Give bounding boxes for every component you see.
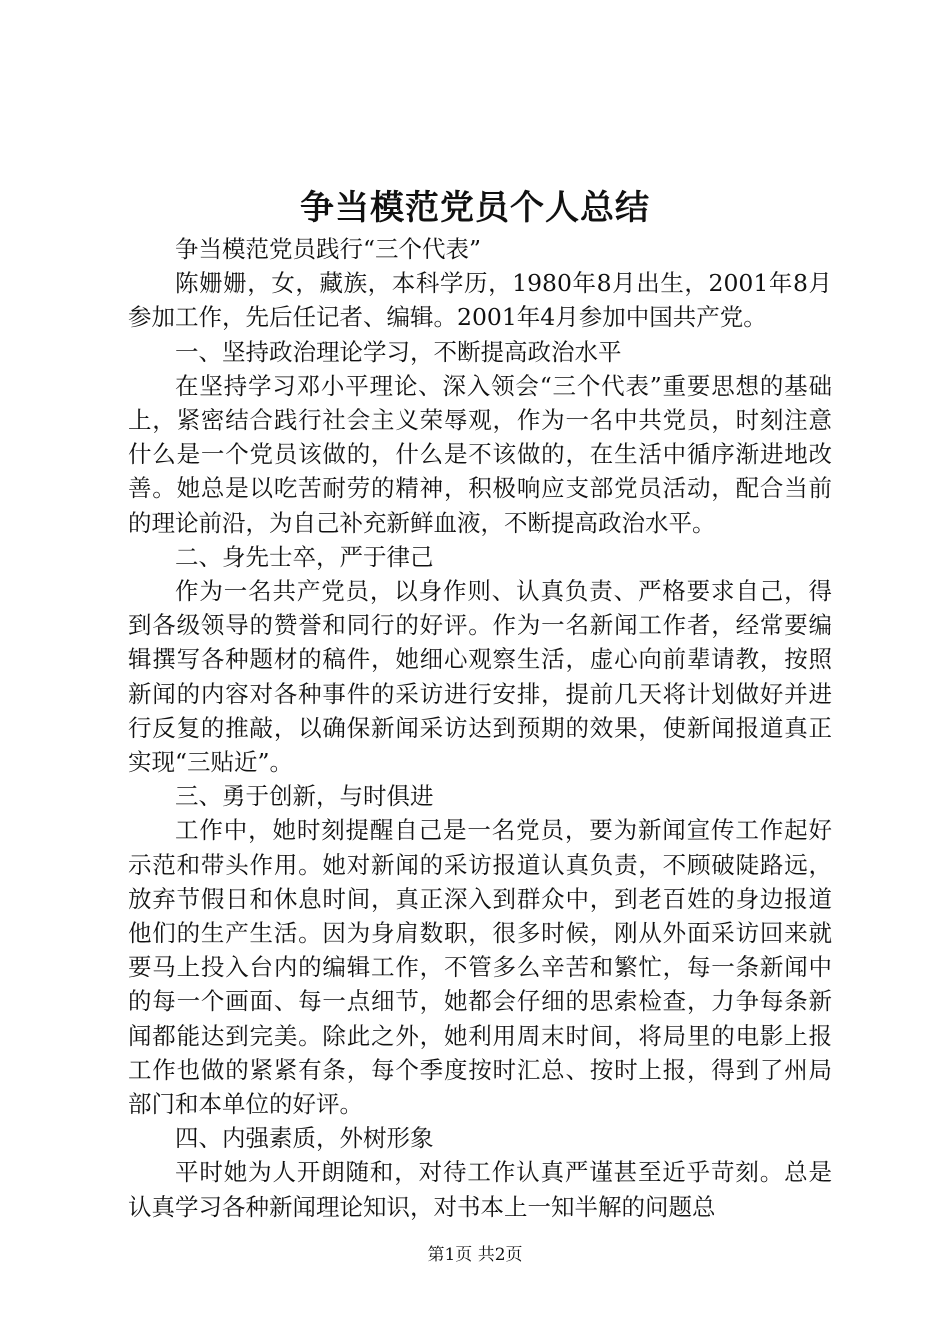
page-number-footer: 第1页 共2页 <box>427 1245 523 1265</box>
profile-paragraph: 陈姗姗，女，藏族，本科学历，1980年8月出生，2001年8月参加工作，先后任记者、编辑。2001年4月参加中国共产党。 <box>128 269 832 332</box>
document-title: 争当模范党员个人总结 <box>300 188 650 228</box>
section-heading-3: 三、勇于创新，与时俱进 <box>175 782 434 811</box>
section-heading-2: 二、身先士卒，严于律己 <box>175 542 434 571</box>
section-paragraph-2: 作为一名共产党员，以身作则、认真负责、严格要求自己，得到各级领导的赞誉和同行的好评。作为一名新闻工作者，经常要编辑撰写各种题材的稿件，她细心观察生活，虚心向前辈请教，按照新闻的内容对各种事件的采访进行安排，提前几天将计划做好并进行反复的推敲，以确保新闻采访达到预期的效果，使新闻报道真正实现“三贴近”。 <box>128 577 832 777</box>
document-body <box>128 232 832 1224</box>
section-heading-1: 一、坚持政治理论学习，不断提高政治水平 <box>175 337 622 366</box>
section-paragraph-1: 在坚持学习邓小平理论、深入领会“三个代表”重要思想的基础上，紧密结合践行社会主义荣辱观，作为一名中共党员，时刻注意什么是一个党员该做的，什么是不该做的，在生活中循序渐进地改善。她总是以吃苦耐劳的精神，积极响应支部党员活动，配合当前的理论前沿，为自己补充新鲜血液，不断提高政治水平。 <box>128 371 832 537</box>
section-paragraph-3: 工作中，她时刻提醒自己是一名党员，要为新闻宣传工作起好示范和带头作用。她对新闻的采访报道认真负责，不顾破陡路远，放弃节假日和休息时间，真正深入到群众中，到老百姓的身边报道他们的生产生活。因为身肩数职，很多时候，刚从外面采访回来就要马上投入台内的编辑工作，不管多么辛苦和繁忙，每一条新闻中的每一个画面、每一点细节，她都会仔细的思索检查，力争每条新闻都能达到完美。除此之外，她利用周末时间，将局里的电影上报工作也做的紧紧有条，每个季度按时汇总、按时上报，得到了州局部门和本单位的好评。 <box>128 816 832 1119</box>
section-paragraph-4: 平时她为人开朗随和，对待工作认真严谨甚至近乎苛刻。总是认真学习各种新闻理论知识，对书本上一知半解的问题总 <box>128 1158 832 1221</box>
section-heading-4: 四、内强素质，外树形象 <box>175 1124 434 1153</box>
subtitle-line: 争当模范党员践行“三个代表” <box>175 235 482 263</box>
